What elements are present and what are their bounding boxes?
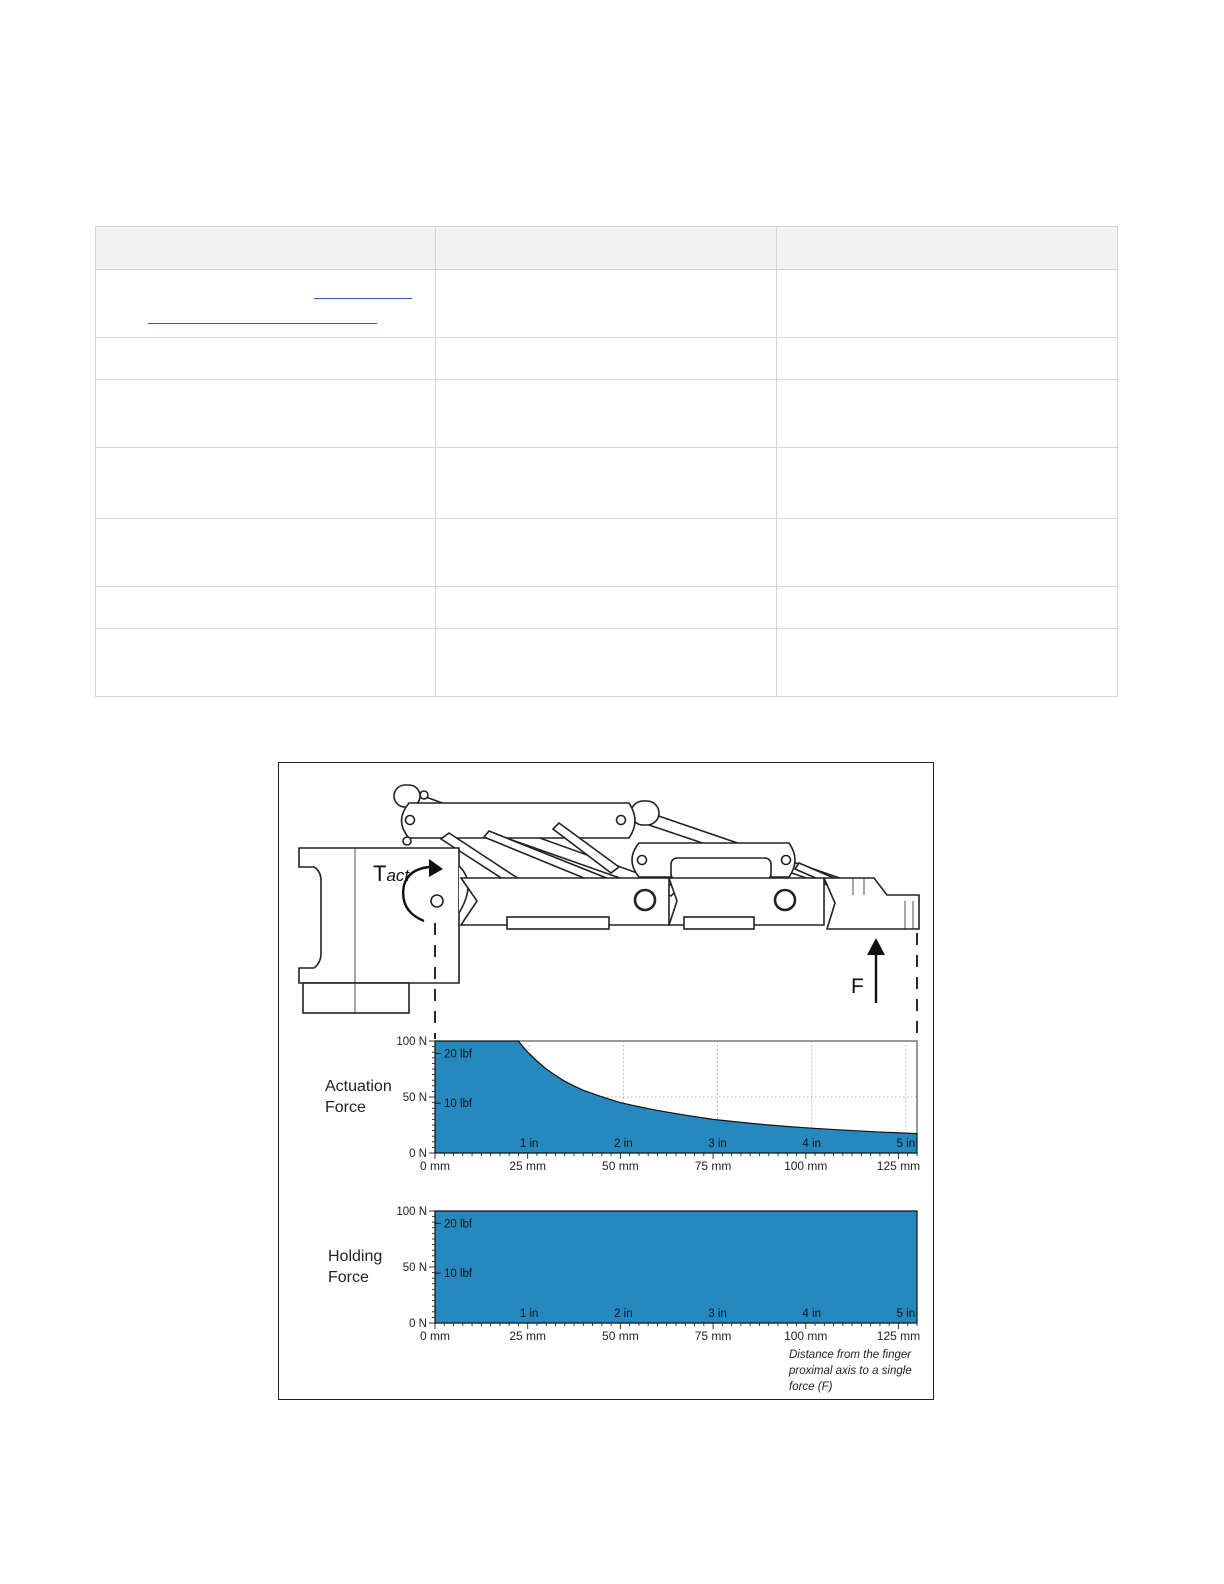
table-header-cell [777, 227, 1118, 270]
table-row [96, 380, 1118, 448]
actuation-force-chart [325, 1036, 920, 1173]
y-tick-label-N: 100 N [396, 1206, 427, 1218]
y-tick-label-N: 50 N [402, 1262, 427, 1274]
x-tick-label-in: 4 in [802, 1308, 821, 1320]
table-cell [96, 338, 436, 380]
table-cell [436, 380, 777, 448]
table-cell [96, 587, 436, 629]
pin-hole [638, 856, 647, 865]
x-tick-label-mm: 125 mm [876, 1329, 921, 1343]
table-cell [777, 380, 1118, 448]
table-header-cell [436, 227, 777, 270]
table-cell [436, 519, 777, 587]
table-cell-link[interactable] [96, 270, 436, 338]
table-cell [777, 448, 1118, 519]
x-tick-label-mm: 25 mm [509, 1329, 547, 1343]
table-cell [436, 338, 777, 380]
chart-title-line: Force [325, 1099, 366, 1116]
finger-mechanism-drawing [299, 785, 919, 1013]
y-tick-label-N: 0 N [409, 1148, 427, 1160]
table-header-cell [96, 227, 436, 270]
y-tick-label-lbf: 20 lbf [444, 1218, 473, 1231]
x-tick-label-in: 2 in [614, 1308, 633, 1320]
x-tick-label-in: 5 in [896, 1138, 916, 1150]
table-header-row [96, 227, 1118, 270]
table-row [96, 587, 1118, 629]
y-tick-label-lbf: 20 lbf [444, 1048, 473, 1061]
x-tick-label-mm: 50 mm [602, 1329, 639, 1343]
finger-force-figure [278, 762, 934, 1400]
force-area-series [435, 1211, 917, 1323]
pin-hole [420, 791, 428, 799]
table-row [96, 338, 1118, 380]
axis-caption-line: force (F) [789, 1381, 833, 1393]
x-tick-label-mm: 75 mm [694, 1159, 732, 1173]
table-cell [436, 270, 777, 338]
joint-pin [775, 890, 795, 910]
x-tick-label-in: 1 in [519, 1138, 539, 1150]
figure-svg [279, 763, 935, 1401]
chart-title-line: Actuation [325, 1078, 392, 1095]
table-cell [96, 629, 436, 697]
link-underline[interactable] [314, 298, 412, 299]
holding-force-chart [328, 1206, 920, 1343]
x-tick-label-in: 3 in [708, 1138, 727, 1150]
force-label: F [851, 975, 864, 998]
chart-title-line: Force [328, 1269, 369, 1286]
link-body [671, 858, 771, 880]
base-mount [303, 983, 409, 1013]
table-row [96, 270, 1118, 338]
pin-hole [406, 816, 415, 825]
joint-pin [635, 890, 655, 910]
x-tick-label-mm: 0 mm [420, 1329, 450, 1343]
spec-table [95, 226, 1118, 697]
x-tick-label-mm: 50 mm [602, 1159, 639, 1173]
finger-pad [507, 917, 609, 929]
y-tick-label-N: 0 N [409, 1318, 427, 1330]
x-tick-label-in: 2 in [614, 1138, 633, 1150]
table-cell [777, 519, 1118, 587]
y-tick-label-N: 50 N [402, 1092, 427, 1104]
pin-hole [617, 816, 626, 825]
x-tick-label-mm: 75 mm [694, 1329, 732, 1343]
y-tick-label-N: 100 N [396, 1036, 427, 1048]
table-cell [777, 629, 1118, 697]
pin-hole [403, 837, 411, 845]
chart-title-line: Holding [328, 1248, 383, 1265]
table-cell [96, 448, 436, 519]
y-tick-label-lbf: 10 lbf [444, 1098, 473, 1111]
force-arrow [867, 938, 885, 1003]
base-hinge [459, 866, 468, 913]
upper-link [402, 803, 636, 838]
axis-caption-line: Distance from the finger [789, 1349, 912, 1361]
table-row [96, 629, 1118, 697]
table-row [96, 519, 1118, 587]
x-tick-label-in: 3 in [708, 1308, 727, 1320]
table-cell [96, 519, 436, 587]
table-row [96, 448, 1118, 519]
y-tick-label-lbf: 10 lbf [444, 1268, 473, 1281]
pin-hole [782, 856, 791, 865]
table-cell [777, 338, 1118, 380]
table-cell [777, 587, 1118, 629]
x-tick-label-in: 5 in [896, 1308, 916, 1320]
finger-pad [684, 917, 754, 929]
table-cell [436, 448, 777, 519]
x-tick-label-in: 4 in [802, 1138, 821, 1150]
x-tick-label-mm: 25 mm [509, 1159, 547, 1173]
axis-caption-line: proximal axis to a single [789, 1365, 912, 1377]
x-tick-label-in: 1 in [519, 1308, 539, 1320]
x-tick-label-mm: 0 mm [420, 1159, 450, 1173]
table-cell [436, 587, 777, 629]
table-cell [777, 270, 1118, 338]
link-underline[interactable] [148, 323, 377, 324]
table-cell [436, 629, 777, 697]
torque-label: Tact [373, 861, 410, 886]
x-tick-label-mm: 125 mm [876, 1159, 921, 1173]
proximal-axis-pin [431, 895, 443, 907]
x-tick-label-mm: 100 mm [784, 1329, 828, 1343]
x-tick-label-mm: 100 mm [784, 1159, 828, 1173]
table-cell [96, 380, 436, 448]
